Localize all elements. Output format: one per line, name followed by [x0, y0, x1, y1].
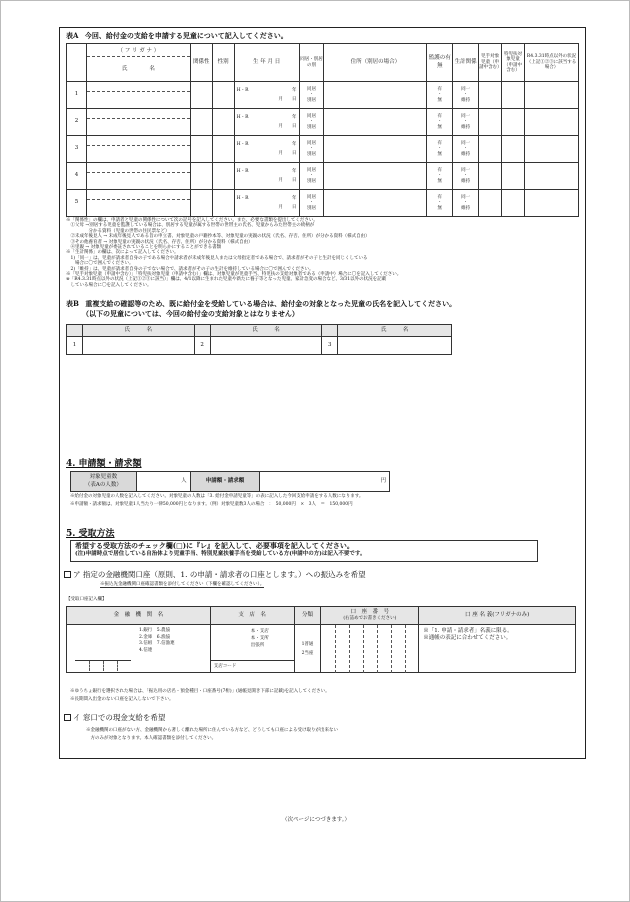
- livelihood-select[interactable]: 同一 ・ 維持: [453, 190, 479, 217]
- birthdate-input[interactable]: H・R 年 月 日: [234, 163, 299, 190]
- same-sep-select[interactable]: 同居 ・ 別居: [299, 190, 324, 217]
- custody-select[interactable]: 有 ・ 無: [427, 136, 453, 163]
- branch-code-label: 支店コード: [213, 664, 237, 669]
- custody-select[interactable]: 有 ・ 無: [427, 190, 453, 217]
- table-a: [66, 43, 579, 217]
- livelihood-select[interactable]: 同一 ・ 維持: [453, 109, 479, 136]
- r4-input[interactable]: [525, 82, 579, 109]
- relation-input[interactable]: [190, 190, 212, 217]
- table-a-row: [67, 109, 579, 136]
- tokufu-input[interactable]: [502, 109, 525, 136]
- jido-input[interactable]: [479, 163, 502, 190]
- livelihood-select[interactable]: 同一 ・ 維持: [453, 82, 479, 109]
- address-input[interactable]: [324, 82, 427, 109]
- r4-input[interactable]: [525, 136, 579, 163]
- bank-name-input[interactable]: [67, 625, 211, 673]
- custody-select[interactable]: 有 ・ 無: [427, 82, 453, 109]
- row-number: 4: [67, 163, 87, 190]
- page-footer: （次ページにつづきます。）: [281, 817, 351, 823]
- col-branch: 支 店 名: [210, 607, 294, 625]
- custody-select[interactable]: 有 ・ 無: [427, 163, 453, 190]
- jido-input[interactable]: [479, 190, 502, 217]
- table-a-body: [67, 82, 579, 217]
- col-birth: 生 年 月 日: [234, 44, 299, 82]
- col-type: 分類: [294, 607, 321, 625]
- col-address: 住所（別居の場合）: [324, 44, 427, 82]
- table-a-row: [67, 136, 579, 163]
- table-b-num-2: 2: [194, 337, 210, 355]
- bank-type-list: 1.銀行 5.農協 2.金庫 6.漁協 3.信組 7.信漁連 4.信連: [139, 628, 175, 653]
- col-no: [67, 44, 87, 82]
- table-a-note: している場合に〇を記入してください。: [66, 282, 152, 288]
- col-name-header: [86, 44, 190, 82]
- jido-input[interactable]: [479, 136, 502, 163]
- col-account-sub: (右詰めでお書きください): [343, 616, 397, 622]
- same-sep-select[interactable]: 同居 ・ 別居: [299, 109, 324, 136]
- col-holder: 口 座 名 義(フリガナのみ): [419, 607, 576, 625]
- table-b-col-name-1: 氏 名: [82, 325, 194, 337]
- count-label-2: （表Aの人数）: [84, 481, 122, 488]
- child-name-input[interactable]: [86, 109, 190, 136]
- table-b-col-name-2: 氏 名: [210, 325, 322, 337]
- table-a-note: 場合に〇で囲んでください。: [66, 261, 134, 267]
- custody-select[interactable]: 有 ・ 無: [427, 109, 453, 136]
- account-number-input[interactable]: [321, 625, 419, 673]
- receive-instruction-2: (注)申請時点で居住している自治体より児童手当、特別児童扶養手当を受給している方(申請中の方)は記入不要です。: [75, 550, 366, 557]
- table-a-note: 2)「維持」は、児童が請求者自身の子でない場合で、請求者がその子の生計を維持している場合に〇で囲んでください。: [66, 266, 314, 272]
- amount-label: 申請額・請求額: [190, 472, 260, 492]
- amount-table: [70, 471, 390, 492]
- address-input[interactable]: [324, 136, 427, 163]
- sex-input[interactable]: [212, 109, 234, 136]
- table-a-code: 表A: [66, 31, 79, 40]
- sex-input[interactable]: [212, 82, 234, 109]
- relation-input[interactable]: [190, 136, 212, 163]
- sex-input[interactable]: [212, 190, 234, 217]
- count-label: [71, 472, 137, 492]
- section-4-note-2: ※申請額・請求額は、対象児童1人当たり一律50,000円となります。（例）対象児童数3人の場合 ： 50,000円 × 3人 ＝ 150,000円: [70, 502, 353, 507]
- birthdate-input[interactable]: H・R 年 月 日: [234, 82, 299, 109]
- col-r4: R4.3.31時点以外の状況（上記①②③に該当する場合）: [525, 44, 579, 82]
- table-a-note: ※「R4.3.31時点以外の状況（上記①②③に該当）」欄は、4/1以降に生まれた児童や新たに養子等となった児童、家計急変の場合など、3/31以外の状況を記載: [66, 277, 387, 283]
- table-b-num-3: 3: [322, 337, 338, 355]
- table-a-note: 分かる資料（児童の世帯の住民票など）: [66, 228, 170, 234]
- table-b: [66, 324, 452, 355]
- table-a-note: ③その他養育者 → 対象児童の実親の状況（氏名、存否、住所）が分かる資料（様式自由）: [66, 239, 253, 245]
- col-relation: 関係性: [190, 44, 212, 82]
- table-b-title: 重複支給の確認等のため、既に給付金を受給している場合は、給付金の対象となった児童の氏名を記入してください。: [85, 299, 457, 308]
- account-type-current: 2当座: [301, 650, 314, 656]
- tokufu-input[interactable]: [502, 82, 525, 109]
- birthdate-input[interactable]: H・R 年 月 日: [234, 136, 299, 163]
- row-number: 5: [67, 190, 87, 217]
- col-livelihood: 生計関係: [453, 44, 479, 82]
- branch-type-list: 本・支店 本・支所 出張所: [250, 629, 269, 648]
- col-tokufu: 特児扶対象児童（申請中含む）: [502, 44, 525, 82]
- account-holder-input[interactable]: [419, 625, 576, 673]
- tokufu-input[interactable]: [502, 190, 525, 217]
- address-input[interactable]: [324, 190, 427, 217]
- table-b-num-1: 1: [67, 337, 83, 355]
- same-sep-select[interactable]: 同居 ・ 別居: [299, 163, 324, 190]
- row-number: 3: [67, 136, 87, 163]
- table-b-name-input-1[interactable]: [82, 337, 194, 355]
- receive-instruction-box: [70, 540, 538, 562]
- table-b-subtitle: （以下の児童については、今回の給付金の支給対象とはなりません）: [82, 309, 299, 318]
- birthdate-input[interactable]: H・R 年 月 日: [234, 190, 299, 217]
- col-sex: 性別: [212, 44, 234, 82]
- r4-input[interactable]: [525, 190, 579, 217]
- child-name-input[interactable]: [86, 82, 190, 109]
- col-account-label: 口 座 番 号: [350, 609, 390, 616]
- table-a-note: ※「関係性」の欄は、申請者と児童の関係性について次の記号を記入してください。また、必要な書類を提出してください。: [66, 218, 318, 223]
- table-a-row: [67, 190, 579, 217]
- table-a-notes: [66, 218, 581, 288]
- table-b-name-input-3[interactable]: [338, 337, 452, 355]
- option-a-note: ※振込先金融機関口座確認書類を添付してください（下欄を確認してください）。: [100, 582, 265, 587]
- birthdate-input[interactable]: H・R 年 月 日: [234, 109, 299, 136]
- col-jido: 児手対象児童（申請中含む）: [479, 44, 502, 82]
- col-bank: 金 融 機 関 名: [67, 607, 211, 625]
- option-a-label: ア 指定の金融機関口座（原則、1. の申請・請求者の口座とします。）への振込みを希望: [73, 570, 366, 579]
- option-i: [64, 712, 165, 723]
- relation-input[interactable]: [190, 163, 212, 190]
- livelihood-select[interactable]: 同一 ・ 維持: [453, 136, 479, 163]
- account-type-cell[interactable]: [294, 625, 321, 673]
- count-unit: 人: [181, 477, 187, 484]
- r4-input[interactable]: [525, 109, 579, 136]
- col-name: 氏 名: [121, 65, 155, 72]
- table-a-row: [67, 163, 579, 190]
- long-note: ※長期間入出金のない口座を記入しないで下さい。: [70, 697, 174, 702]
- option-i-checkbox[interactable]: [64, 714, 71, 721]
- option-i-label: イ 窓口での現金支給を希望: [73, 713, 166, 722]
- table-a-heading: [66, 32, 288, 41]
- address-input[interactable]: [324, 109, 427, 136]
- amount-input[interactable]: [260, 472, 390, 492]
- table-a-note: ①父母 →別居する児童を監護している場合は、別居する児童が属する世帯の世帯主の氏名、児童からみた世帯主の続柄が: [66, 223, 315, 229]
- section-5-title: 5. 受取方法: [66, 529, 115, 539]
- row-number: 1: [67, 82, 87, 109]
- child-name-input[interactable]: [86, 163, 190, 190]
- col-custody: 監護の有無: [427, 44, 453, 82]
- sex-input[interactable]: [212, 163, 234, 190]
- table-a-note: ※「生計関係」の欄は、次によって記入してください。: [66, 250, 179, 256]
- table-a-note: ②未成年後見人 → 未成年後見人である旨の申立書、対象児童の戸籍抄本等、対象児童の実親の状況（氏名、存否、住所）が分かる資料（様式自由）: [66, 234, 370, 240]
- count-label-1: 対象児童数: [89, 474, 118, 481]
- table-a-row: [67, 82, 579, 109]
- holder-note-2: ※通帳の表記に合わせてください。: [423, 635, 512, 642]
- table-b-col-name-3: 氏 名: [338, 325, 452, 337]
- r4-input[interactable]: [525, 163, 579, 190]
- branch-code-row: [211, 660, 295, 672]
- section-4-title: 4. 申請額・請求額: [66, 459, 142, 469]
- option-i-note-2: 方のみが対象となります。本人確認書類を添付してください。: [86, 736, 217, 741]
- table-a-note: 1)「同一」は、児童が請求者自身の子である場合や請求者が未成年後見人または父母指定者である場合で、請求者がその子と生計を同じくしている: [66, 255, 368, 261]
- tokufu-input[interactable]: [502, 163, 525, 190]
- livelihood-select[interactable]: 同一 ・ 維持: [453, 163, 479, 190]
- row-number: 2: [67, 109, 87, 136]
- option-a-checkbox[interactable]: [64, 571, 71, 578]
- holder-note-1: ※「1. 申請・請求者」名義に限る。: [423, 628, 513, 634]
- col-account: [321, 607, 419, 625]
- same-sep-select[interactable]: 同居 ・ 別居: [299, 136, 324, 163]
- option-i-note-1: ※金融機関の口座がない方、金融機関から著しく離れた場所に住んでいる方など、どうしても口座による受け取りが出来ない: [86, 728, 338, 733]
- relation-input[interactable]: [190, 109, 212, 136]
- table-a-title: 今回、給付金の支給を申請する児童について記入してください。: [84, 31, 288, 40]
- account-section-title: 【受取口座記入欄】: [66, 597, 107, 602]
- table-b-heading: [66, 300, 581, 309]
- same-sep-select[interactable]: 同居 ・ 別居: [299, 82, 324, 109]
- option-a: [64, 569, 366, 580]
- branch-name-input[interactable]: [210, 625, 294, 673]
- account-type-ordinary: 1普通: [301, 641, 314, 647]
- section-4-note-1: ※給付金の対象児童の人数を記入してください。対象児童の人数は「3. 給付金申請児童等」の表に記入した今回支給申請をする人数になります。: [70, 494, 364, 499]
- sex-input[interactable]: [212, 136, 234, 163]
- child-name-input[interactable]: [86, 190, 190, 217]
- address-input[interactable]: [324, 163, 427, 190]
- tokufu-input[interactable]: [502, 136, 525, 163]
- yucho-note: ※ゆうちょ銀行を選択された場合は、「振込用の店名・預金種目・口座番号(7桁)」(通帳見開き下部に記載)を記入してください。: [70, 689, 330, 694]
- col-furigana: （ フ リ ガ ナ ）: [87, 45, 190, 57]
- jido-input[interactable]: [479, 82, 502, 109]
- receive-instruction-1: 希望する受取方法のチェック欄(□)に『レ』を記入して、必要事項を記入してください。: [75, 541, 354, 550]
- table-a-note: ④里親 → 対象児童が委託されていることを明らかにすることができる書類: [66, 244, 222, 250]
- table-a-note: ※「児手対象児童（申請中含む）」「特児扶対象児童（申請中含む）」欄は、対象児童が児童手当、特児扶の支給対象者である（申請中）場合に〇を記入してください。: [66, 271, 402, 277]
- child-name-input[interactable]: [86, 136, 190, 163]
- relation-input[interactable]: [190, 82, 212, 109]
- jido-input[interactable]: [479, 109, 502, 136]
- amount-unit: 円: [380, 477, 386, 484]
- table-b-name-input-2[interactable]: [210, 337, 322, 355]
- form-frame: [59, 27, 586, 759]
- count-input[interactable]: [136, 472, 190, 492]
- col-same-sep: 同居・別居の別: [299, 44, 324, 82]
- bank-code-boxes: [75, 660, 131, 670]
- account-table: [66, 606, 576, 673]
- table-b-code: 表B: [66, 299, 79, 308]
